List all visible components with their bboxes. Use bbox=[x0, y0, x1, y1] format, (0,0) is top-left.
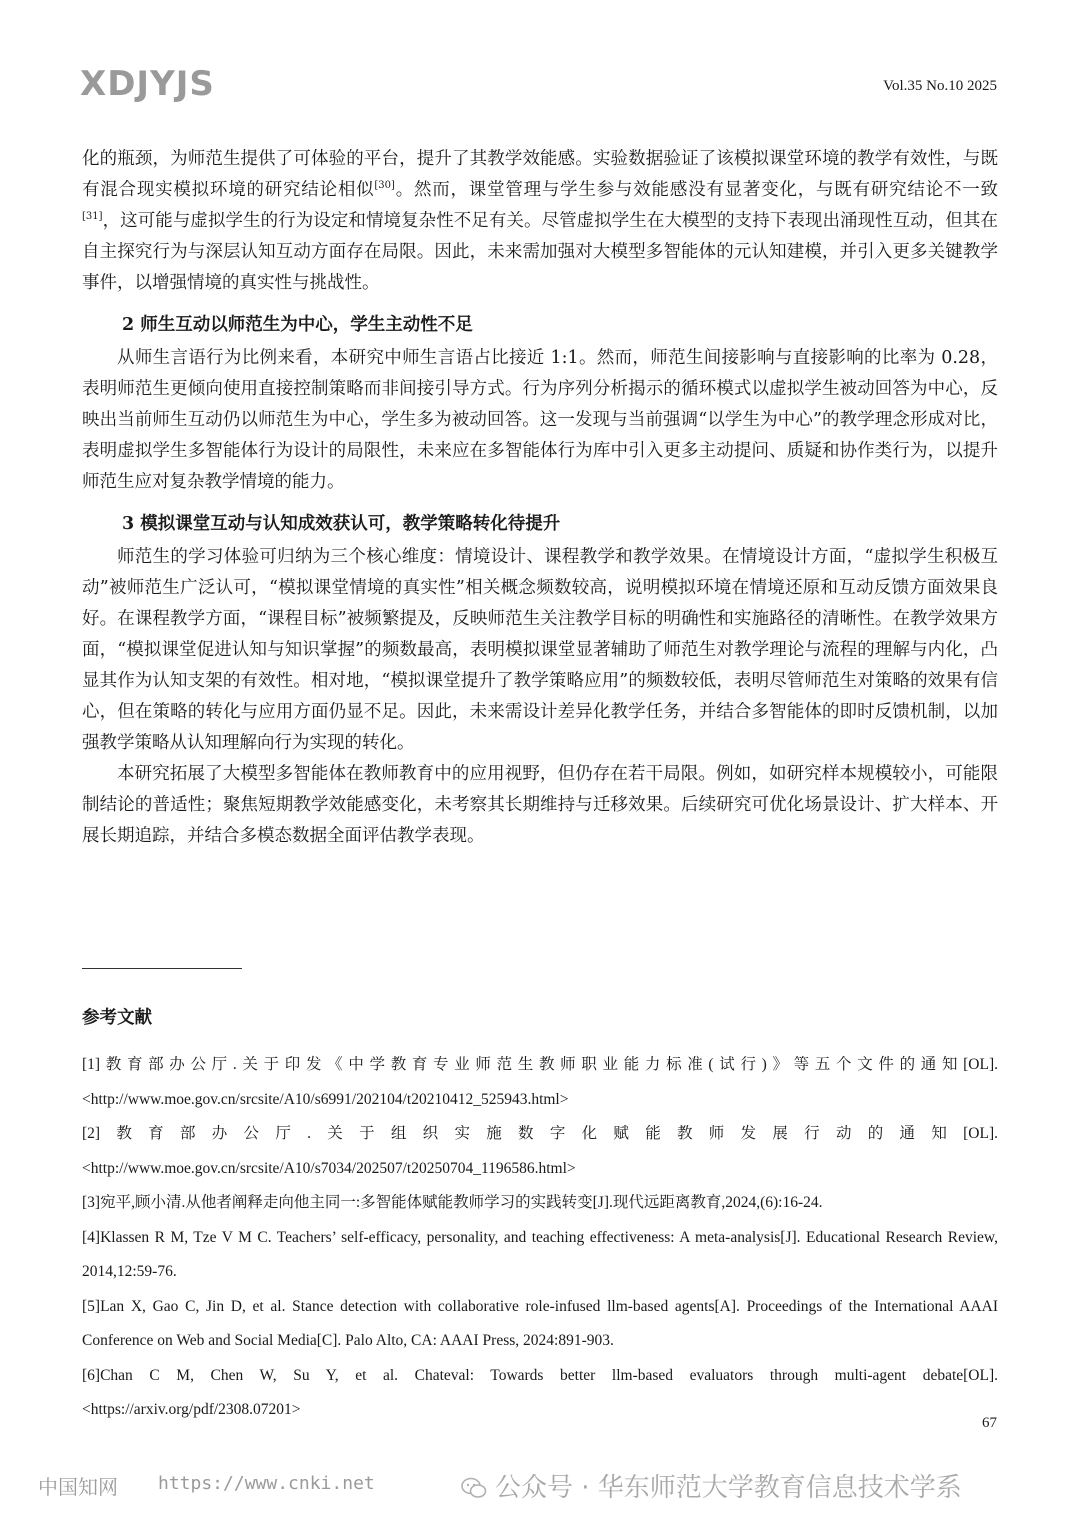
paragraph-1-part-b: 。然而，课堂管理与学生参与效能感没有显著变化，与既有研究结论不一致 bbox=[394, 180, 999, 200]
section-heading-2: 2 师生互动以师范生为中心，学生主动性不足 bbox=[122, 315, 473, 335]
body-text bbox=[82, 144, 998, 852]
watermark-text: 公众号 · 华东师范大学教育信息技术学系 bbox=[495, 1473, 962, 1503]
journal-logo: XDJYJS bbox=[80, 64, 215, 104]
reference-item: [5]Lan X, Gao C, Jin D, et al. Stance detection with collaborative role-infused llm-based agents[A]. Proceedings of the International AAAI Conference on Web and Social Media[C]. Palo Alto, CA: AAAI Press, 2024:891-903. bbox=[82, 1297, 998, 1349]
paragraph-2: 从师生言语行为比例来看，本研究中师生言语占比接近 1:1。然而，师范生间接影响与直接影响的比率为 0.28，表明师范生更倾向使用直接控制策略而非间接引导方式。行为序列分析揭示的循环模式以虚拟学生被动回答为中心，反映出当前师生互动仍以师范生为中心，学生多为被动回答。这一发现与当前强调“以学生为中心”的教学理念形成对比，表明虚拟学生多智能体行为设计的局限性，未来应在多智能体行为库中引入更多主动提问、质疑和协作类行为，以提升师范生应对复杂教学情境的能力。 bbox=[82, 348, 998, 492]
wechat-watermark bbox=[461, 1467, 962, 1504]
footer-watermark bbox=[38, 1465, 1048, 1505]
citation-30: [30] bbox=[374, 180, 395, 192]
reference-list bbox=[82, 1048, 998, 1428]
section-heading-3: 3 模拟课堂互动与认知成效获认可，教学策略转化待提升 bbox=[122, 514, 561, 534]
citation-31: [31] bbox=[82, 211, 103, 223]
issue-label: Vol.35 No.10 2025 bbox=[883, 78, 997, 94]
paragraph-1-part-a: 化的瓶颈，为师范生提供了可体验的平台，提升了其教学效能感。实验数据验证了该模拟课堂环境的教学有效性，与既有混合现实模拟环境的研究结论相似 bbox=[82, 149, 998, 200]
reference-item: [1]教育部办公厅.关于印发《中学教育专业师范生教师职业能力标准(试行)》等五个文件的通知[OL]. <http://www.moe.gov.cn/srcsite/A10/s6991/202104/t20210412_525943.html> bbox=[82, 1056, 998, 1108]
reference-item: [3]宛平,顾小清.从他者阐释走向他主同一:多智能体赋能教师学习的实践转变[J].现代远距离教育,2024,(6):16-24. bbox=[82, 1194, 823, 1211]
reference-item: [2]教育部办公厅.关于组织实施数字化赋能教师发展行动的通知[OL]. <http://www.moe.gov.cn/srcsite/A10/s7034/202507/t20250704_1196586.html> bbox=[82, 1125, 998, 1177]
cnki-label: 中国知网 bbox=[38, 1475, 118, 1499]
cnki-url: https://www.cnki.net bbox=[158, 1473, 375, 1494]
references-title: 参考文献 bbox=[82, 1008, 152, 1028]
reference-item: [6]Chan C M, Chen W, Su Y, et al. Chateval: Towards better llm-based evaluators through multi-agent debate[OL]. <https://arxiv.org/pdf/2308.07201> bbox=[82, 1366, 998, 1418]
paragraph-1 bbox=[82, 144, 998, 299]
paragraph-1-part-c: ，这可能与虚拟学生的行为设定和情境复杂性不足有关。尽管虚拟学生在大模型的支持下表现出涌现性互动，但其在自主探究行为与深层认知互动方面存在局限。因此，未来需加强对大模型多智能体的元认知建模，并引入更多关键教学事件，以增强情境的真实性与挑战性。 bbox=[82, 211, 998, 293]
reference-item: [4]Klassen R M, Tze V M C. Teachers’ self-efficacy, personality, and teaching effectiveness: A meta-analysis[J]. Educational Research Review, 2014,12:59-76. bbox=[82, 1228, 998, 1280]
wechat-icon bbox=[461, 1477, 487, 1499]
paragraph-4: 本研究拓展了大模型多智能体在教师教育中的应用视野，但仍存在若干局限。例如，如研究样本规模较小，可能限制结论的普适性；聚焦短期教学效能感变化，未考察其长期维持与迁移效果。后续研究可优化场景设计、扩大样本、开展长期追踪，并结合多模态数据全面评估教学表现。 bbox=[82, 764, 998, 846]
section-divider bbox=[82, 968, 242, 969]
paragraph-3: 师范生的学习体验可归纳为三个核心维度：情境设计、课程教学和教学效果。在情境设计方面，“虚拟学生积极互动”被师范生广泛认可，“模拟课堂情境的真实性”相关概念频数较高，说明模拟环境在情境还原和互动反馈方面效果良好。在课程教学方面，“课程目标”被频繁提及，反映师范生关注教学目标的明确性和实施路径的清晰性。在教学效果方面，“模拟课堂促进认知与知识掌握”的频数最高，表明模拟课堂显著辅助了师范生对教学理论与流程的理解与内化，凸显其作为认知支架的有效性。相对地，“模拟课堂提升了教学策略应用”的频数较低，表明尽管师范生对策略的效果有信心，但在策略的转化与应用方面仍显不足。因此，未来需设计差异化教学任务，并结合多智能体的即时反馈机制，以加强教学策略从认知理解向行为实现的转化。 bbox=[82, 547, 998, 753]
page-number: 67 bbox=[982, 1415, 997, 1431]
